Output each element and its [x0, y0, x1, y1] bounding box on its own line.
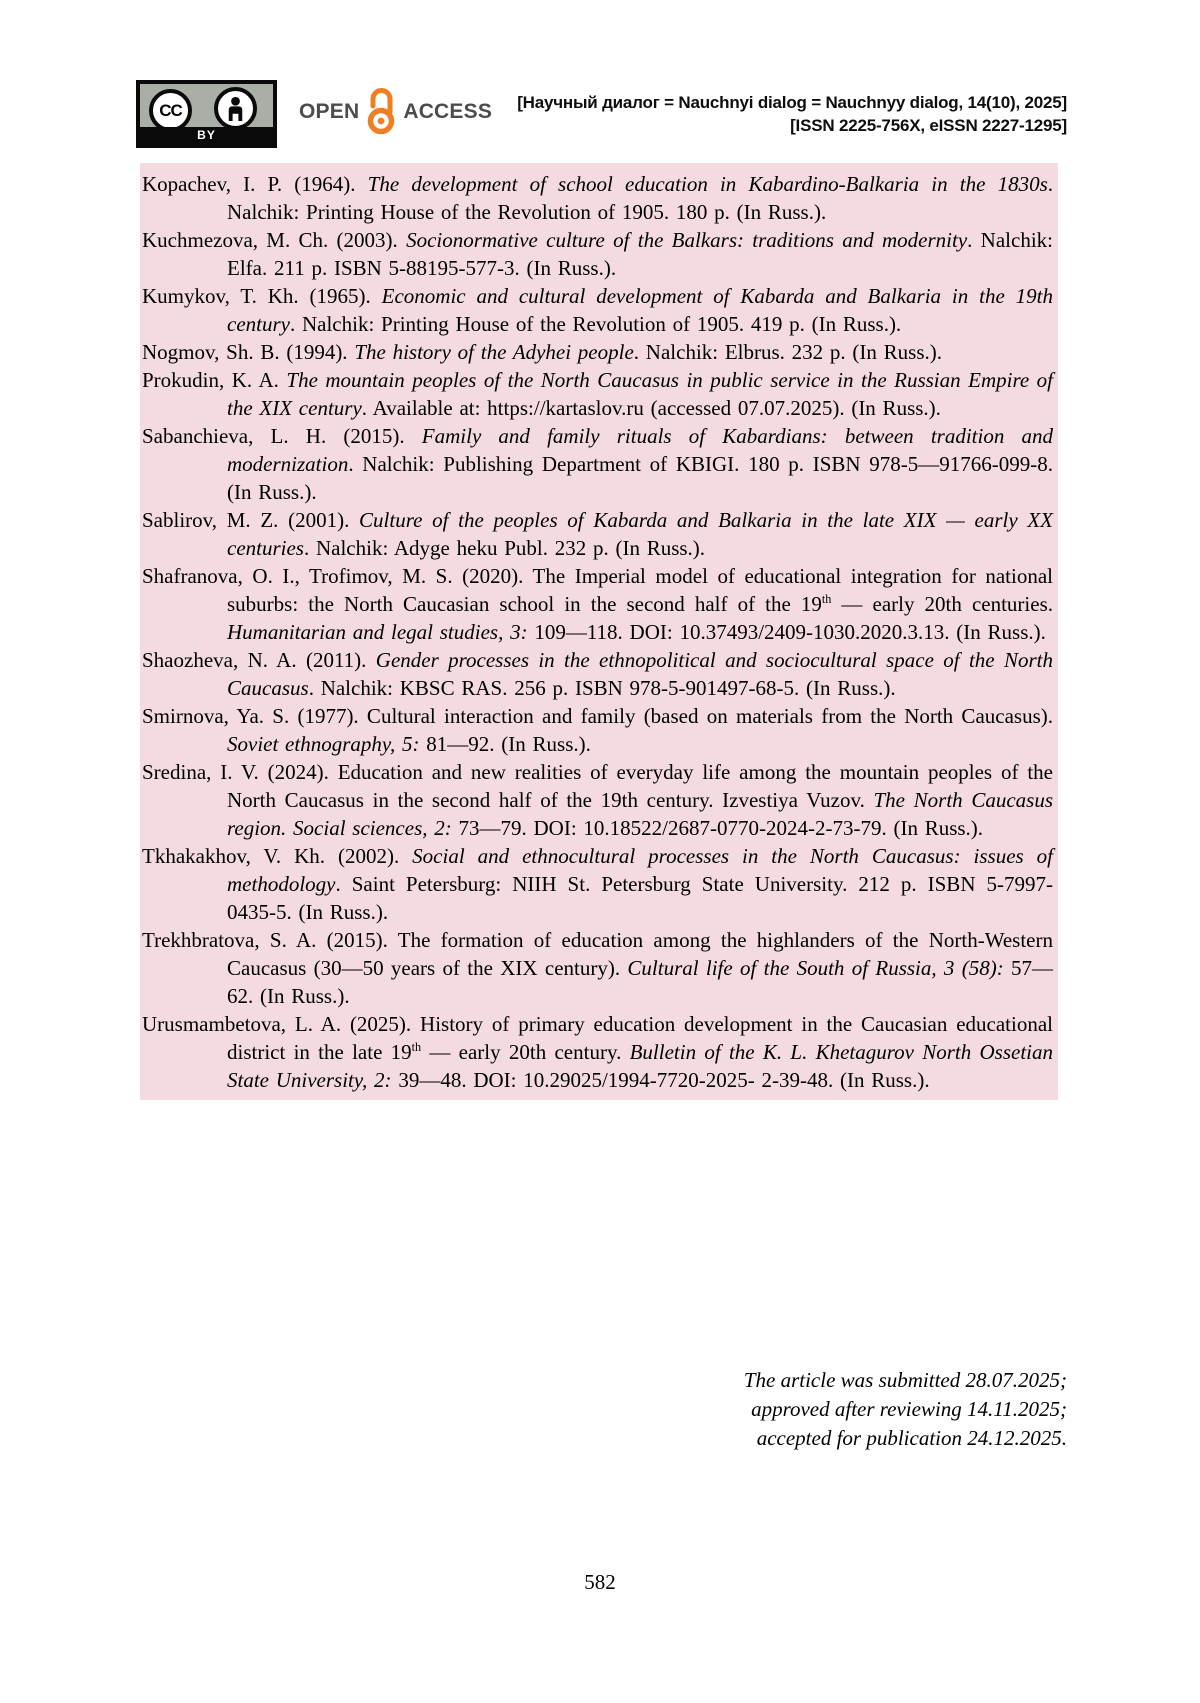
submitted-date-line: The article was submitted 28.07.2025;	[743, 1368, 1067, 1392]
reference-text: Kumykov, T. Kh. (1965).	[142, 284, 382, 308]
open-access-access-label: ACCESS	[403, 100, 493, 123]
reference-entry	[142, 646, 1053, 702]
reference-entry	[142, 842, 1053, 926]
reference-text: Gender processes in the ethnopolitical and sociocultural space of the North Caucasus	[227, 648, 1053, 700]
reference-text: Culture of the peoples of Kabarda and Balkaria in the late XIX — early XX centuries	[227, 508, 1053, 560]
reference-text: th	[411, 1040, 422, 1054]
reference-entry	[142, 338, 1053, 366]
reference-entry	[142, 422, 1053, 506]
reference-text: The North Caucasus region. Social sciences, 2:	[227, 788, 1053, 840]
reference-text: Socionormative culture of the Balkars: traditions and modernity	[406, 228, 968, 252]
approved-date-line: approved after reviewing 14.11.2025;	[751, 1397, 1067, 1421]
reference-text: The development of school education in Kabardino-Balkaria in the 1830s	[367, 172, 1048, 196]
reference-text: Prokudin, K. A.	[142, 368, 287, 392]
reference-text: . Nalchik: KBSC RAS. 256 p. ISBN 978-5-901497-68-5. (In Russ.).	[308, 676, 896, 700]
reference-text: Tkhakakhov, V. Kh. (2002).	[142, 844, 413, 868]
reference-text: — early 20th centuries.	[831, 592, 1053, 616]
reference-text: . Nalchik: Elfa. 211 p. ISBN 5-88195-577-3. (In Russ.).	[227, 228, 1053, 280]
open-access-logo	[299, 86, 492, 138]
journal-title-line: [Научный диалог = Nauchnyi dialog = Nauchnyy dialog, 14(10), 2025]	[517, 93, 1067, 112]
cc-by-license-badge	[136, 80, 277, 148]
reference-entry	[142, 926, 1053, 1010]
reference-text: Cultural life of the South of Russia, 3 (58):	[627, 956, 1004, 980]
reference-entry	[142, 1010, 1053, 1094]
reference-text: Smirnova, Ya. S. (1977). Cultural interaction and family (based on materials from the North Caucasus).	[142, 704, 1053, 728]
open-lock-icon	[364, 85, 398, 140]
reference-text: — early 20th century.	[421, 1040, 630, 1064]
cc-by-label: BY	[140, 127, 273, 144]
reference-text: Bulletin of the K. L. Khetagurov North Ossetian State University, 2:	[227, 1040, 1053, 1092]
reference-text: Nogmov, Sh. B. (1994).	[142, 340, 355, 364]
reference-text: 109—118. DOI: 10.37493/2409-1030.2020.3.13. (In Russ.).	[527, 620, 1046, 644]
reference-text: Kopachev, I. P. (1964).	[142, 172, 368, 196]
reference-text: The mountain peoples of the North Caucasus in public service in the Russian Empire of the XIX century	[227, 368, 1053, 420]
reference-entry	[142, 702, 1053, 758]
reference-text: The history of the Adyhei people	[354, 340, 634, 364]
reference-text: . Nalchik: Elbrus. 232 p. (In Russ.).	[633, 340, 943, 364]
reference-text: Soviet ethnography, 5:	[227, 732, 420, 756]
reference-text: Economic and cultural development of Kabarda and Balkaria in the 19th century	[227, 284, 1053, 336]
reference-text: Sabanchieva, L. H. (2015).	[142, 424, 422, 448]
reference-entry	[142, 758, 1053, 842]
reference-text: Sredina, I. V. (2024). Education and new realities of everyday life among the mountain peoples of the North Caucasus in the second half of the 19th century. Izvestiya Vuzov.	[142, 760, 1053, 812]
reference-text: th	[821, 592, 832, 606]
reference-text: 81—92. (In Russ.).	[419, 732, 591, 756]
reference-text: Kuchmezova, M. Ch. (2003).	[142, 228, 407, 252]
reference-entry	[142, 562, 1053, 646]
reference-text: . Saint Petersburg: NIIH St. Petersburg State University. 212 p. ISBN 5-7997-0435-5. (In Russ.).	[227, 872, 1053, 924]
reference-text: Sablirov, M. Z. (2001).	[142, 508, 360, 532]
cc-icon: CC	[149, 89, 192, 132]
reference-text: Humanitarian and legal studies, 3:	[227, 620, 528, 644]
reference-entry	[142, 506, 1053, 562]
reference-text: Shafranova, O. I., Trofimov, M. S. (2020). The Imperial model of educational integration for national suburbs: the North Caucasian school in the second half of the 19	[142, 564, 1053, 616]
reference-text: . Nalchik: Adyge heku Publ. 232 p. (In Russ.).	[303, 536, 706, 560]
page-number: 582	[584, 1570, 616, 1594]
reference-text: 73—79. DOI: 10.18522/2687-0770-2024-2-73-79. (In Russ.).	[451, 816, 984, 840]
reference-text: Trekhbratova, S. A. (2015). The formation of education among the highlanders of the North-Western Caucasus (30—50 years of the XIX century).	[142, 928, 1053, 980]
submission-dates	[744, 1366, 1067, 1453]
reference-text: 57—62. (In Russ.).	[227, 956, 1054, 1008]
reference-text: . Nalchik: Publishing Department of KBIGI. 180 p. ISBN 978-5—91766-099-8. (In Russ.).	[227, 452, 1053, 504]
accepted-date-line: accepted for publication 24.12.2025.	[756, 1426, 1067, 1450]
journal-issn-line: [ISSN 2225-756X, eISSN 2227-1295]	[790, 116, 1067, 135]
reference-entry	[142, 282, 1053, 338]
reference-text: . Nalchik: Printing House of the Revolution of 1905. 419 p. (In Russ.).	[289, 312, 902, 336]
reference-text: Social and ethnocultural processes in the North Caucasus: issues of methodology	[227, 844, 1053, 896]
reference-text: 39—48. DOI: 10.29025/1994-7720-2025- 2-39-48. (In Russ.).	[391, 1068, 930, 1092]
person-icon	[214, 87, 257, 130]
reference-text: . Available at: https://kartaslov.ru (accessed 07.07.2025). (In Russ.).	[361, 396, 941, 420]
references-list	[140, 163, 1058, 1100]
open-access-open-label: OPEN	[299, 100, 360, 123]
reference-text: Urusmambetova, L. A. (2025). History of primary education development in the Caucasian educational district in the late 19	[142, 1012, 1053, 1064]
reference-entry	[142, 366, 1053, 422]
reference-text: Family and family rituals of Kabardians: between tradition and modernization	[227, 424, 1053, 476]
reference-entry	[142, 226, 1053, 282]
journal-header-info	[517, 91, 1067, 137]
reference-text: . Nalchik: Printing House of the Revolution of 1905. 180 p. (In Russ.).	[227, 172, 1053, 224]
reference-text: Shaozheva, N. A. (2011).	[142, 648, 376, 672]
reference-entry	[142, 170, 1053, 226]
